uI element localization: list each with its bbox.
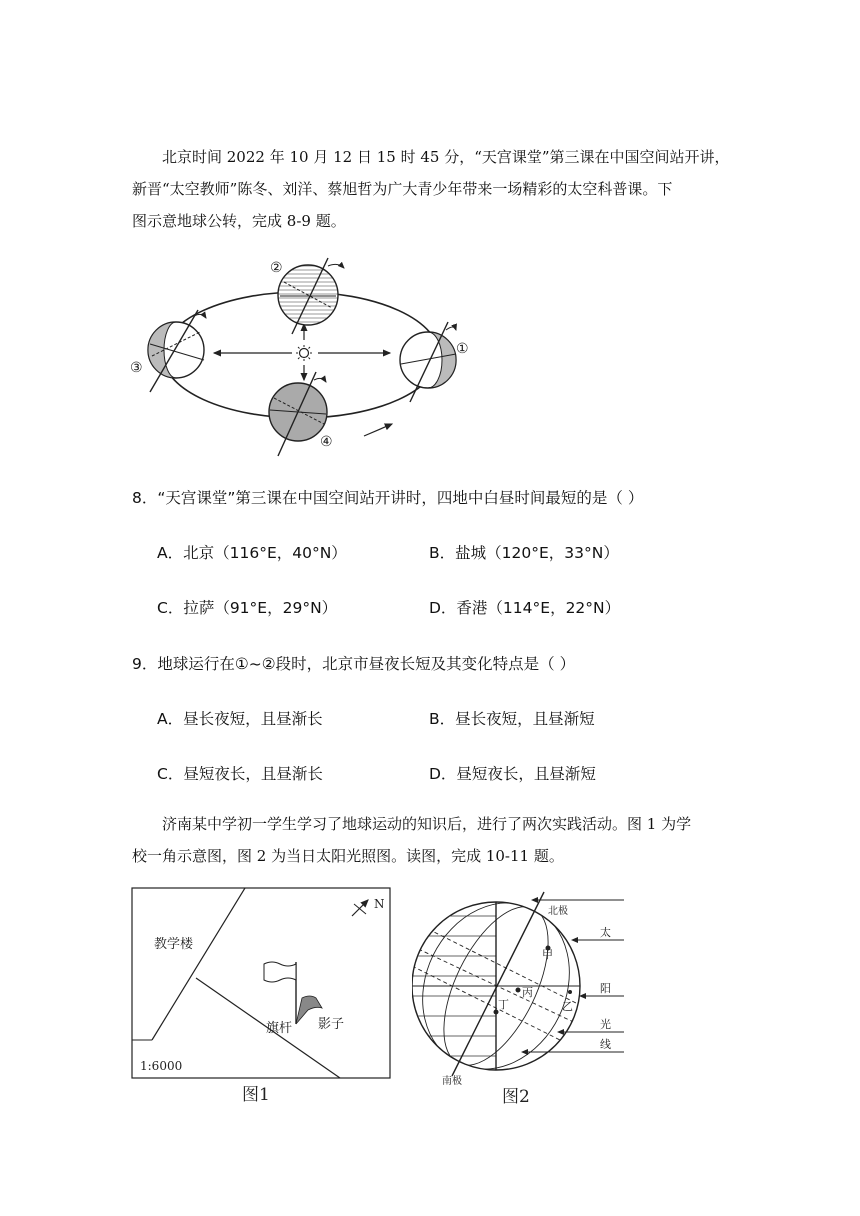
intro-line: 图示意地球公转，完成 8-9 题。	[132, 212, 346, 230]
intro-line: 校一角示意图，图 2 为当日太阳光照图。读图，完成 10-11 题。	[132, 847, 564, 865]
label-2: ②	[270, 260, 283, 276]
pole-label: 旗杆	[266, 1021, 293, 1036]
label-1: ①	[456, 341, 469, 357]
question-8-option-a[interactable]: A．北京（116°E，40°N）	[157, 544, 347, 562]
ding-label: 丁	[498, 998, 509, 1011]
figure-1-caption: 图1	[242, 1085, 270, 1105]
point-bing	[516, 988, 521, 993]
figure-1-school-map	[130, 886, 394, 1106]
scale-label: 1:6000	[140, 1059, 183, 1073]
yi-label: 乙	[562, 1000, 573, 1013]
intro-line: 北京时间 2022 年 10 月 12 日 15 时 45 分，“天宫课堂”第三课在中国空间站开讲，	[162, 148, 730, 166]
question-8-stem: 8．“天宫课堂”第三课在中国空间站开讲时，四地中白昼时间最短的是（ ）	[132, 489, 644, 507]
jia-label: 甲	[542, 948, 553, 961]
label-3: ③	[130, 360, 143, 376]
revolution-direction-arrow	[364, 424, 392, 436]
shadow-label: 影子	[318, 1017, 345, 1032]
question-8-option-b[interactable]: B．盐城（120°E，33°N）	[429, 544, 619, 562]
north-label: N	[374, 897, 385, 911]
earth-orbit-figure	[128, 252, 488, 460]
building-label: 教学楼	[154, 937, 194, 952]
question-9-option-d[interactable]: D．昼短夜长，且昼渐短	[429, 765, 596, 783]
sun-char-3: 光	[600, 1018, 611, 1031]
label-4: ④	[320, 434, 333, 450]
question-9-stem: 9．地球运行在①~②段时，北京市昼夜长短及其变化特点是（ ）	[132, 655, 576, 673]
north-pole-label: 北极	[548, 906, 568, 917]
earth-position-4	[269, 372, 327, 456]
intro-paragraph-2	[132, 808, 732, 872]
sun-icon	[296, 345, 312, 361]
question-8-option-c[interactable]: C．拉萨（91°E，29°N）	[157, 599, 338, 617]
question-9-option-c[interactable]: C．昼短夜长，且昼渐长	[157, 765, 323, 783]
south-pole-label: 南极	[442, 1076, 462, 1087]
figure-2-caption: 图2	[502, 1087, 530, 1107]
earth-position-2	[278, 258, 344, 334]
question-8-option-d[interactable]: D．香港（114°E，22°N）	[429, 599, 621, 617]
sun-char-2: 阳	[600, 982, 611, 995]
intro-line: 济南某中学初一学生学习了地球运动的知识后，进行了两次实践活动。图 1 为学	[162, 815, 692, 833]
intro-line: 新晋“太空教师”陈冬、刘洋、蔡旭哲为广大青少年带来一场精彩的太空科普课。下	[132, 180, 673, 198]
earth-position-1	[400, 322, 456, 402]
point-yi	[568, 990, 572, 994]
bing-label: 丙	[522, 986, 533, 999]
sun-char-1: 太	[600, 926, 611, 939]
earth-position-3	[148, 310, 206, 392]
intro-paragraph-1	[132, 141, 732, 237]
figure-2-sunlight-diagram	[412, 886, 632, 1108]
question-9-option-a[interactable]: A．昼长夜短，且昼渐长	[157, 710, 323, 728]
question-9-option-b[interactable]: B．昼长夜短，且昼渐短	[429, 710, 595, 728]
sun-char-4: 线	[600, 1038, 611, 1051]
